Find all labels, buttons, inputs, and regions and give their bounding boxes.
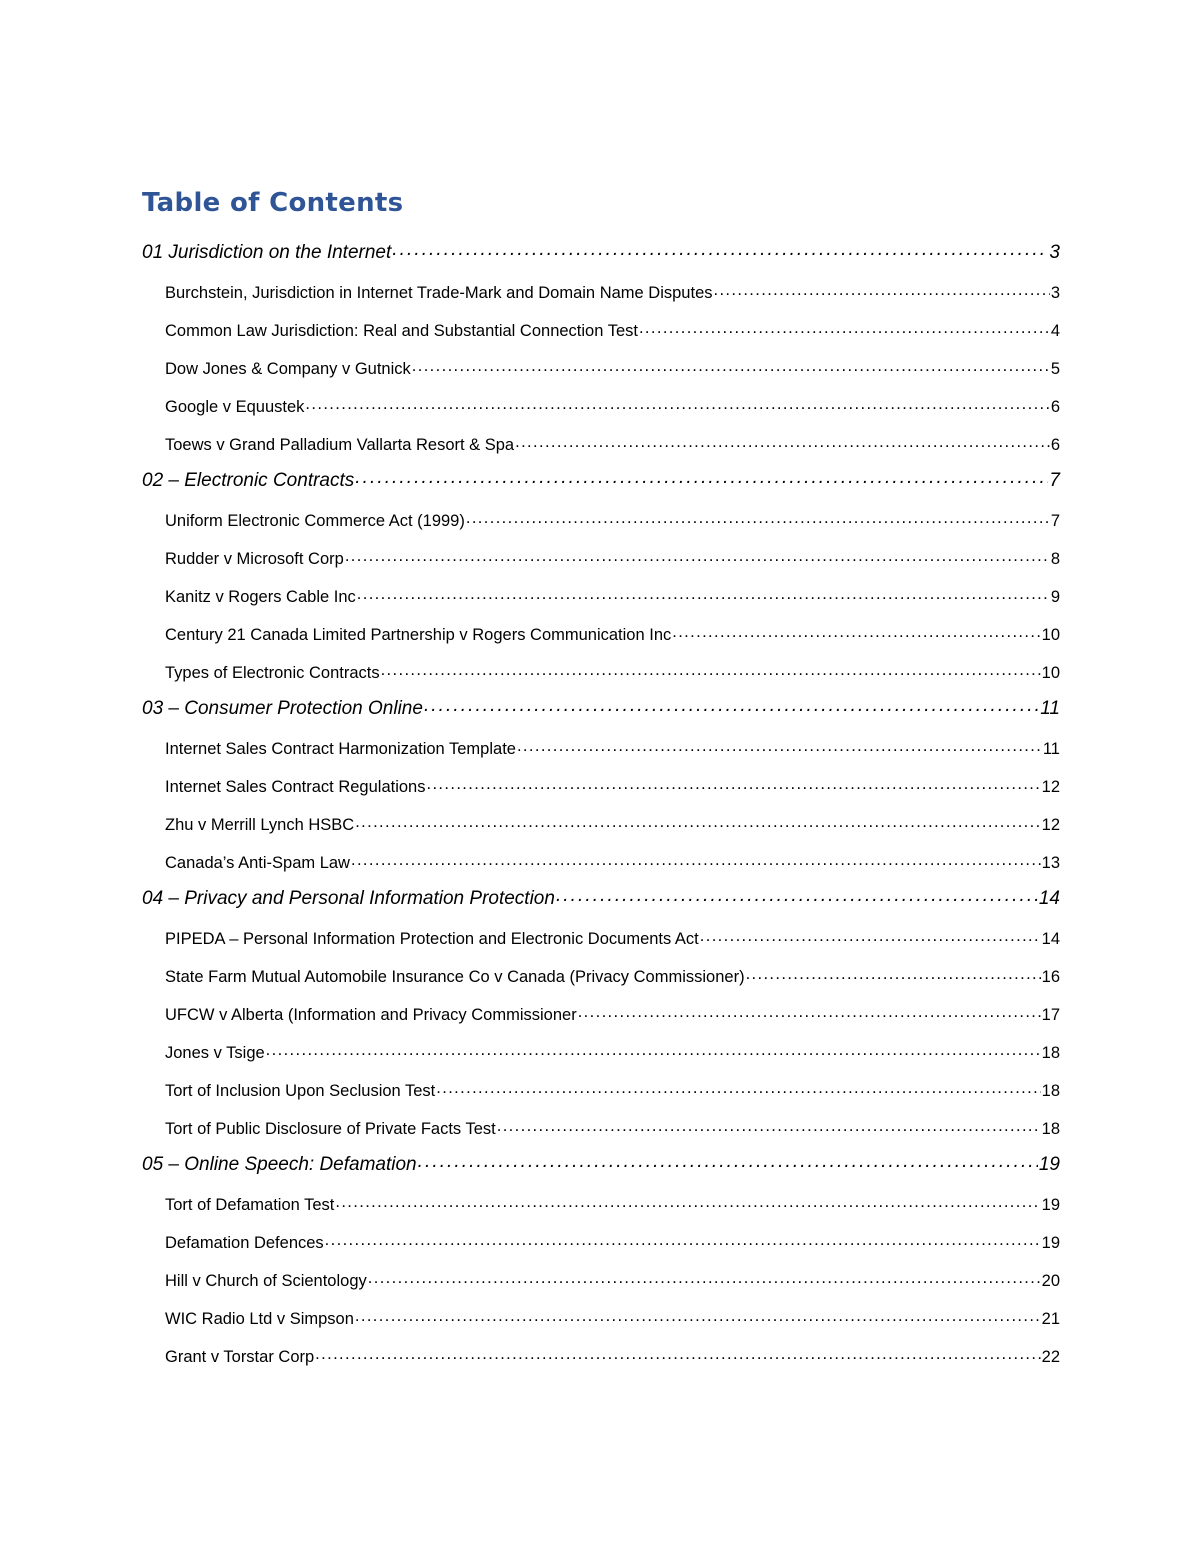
toc-entry[interactable] — [142, 654, 1060, 692]
toc-entry-title: Burchstein, Jurisdiction in Internet Trade-Mark and Domain Name Disputes — [165, 284, 713, 302]
toc-entry[interactable] — [142, 806, 1060, 844]
toc-entry-title: Uniform Electronic Commerce Act (1999) — [165, 512, 465, 530]
toc-link[interactable] — [165, 1110, 1060, 1148]
toc-link[interactable] — [165, 1186, 1060, 1224]
toc-link[interactable] — [165, 1300, 1060, 1338]
dot-leader — [357, 575, 1050, 613]
toc-entry-title: Tort of Defamation Test — [165, 1196, 335, 1214]
toc-page-number: 16 — [1041, 968, 1060, 986]
toc-entry-title: Jones v Tsige — [165, 1044, 265, 1062]
toc-entry[interactable] — [142, 1224, 1060, 1262]
toc-entry[interactable] — [142, 1262, 1060, 1300]
toc-link[interactable] — [165, 1338, 1060, 1376]
toc-entry[interactable] — [142, 502, 1060, 540]
toc-entry[interactable] — [142, 274, 1060, 312]
toc-link[interactable] — [165, 844, 1060, 882]
toc-entry-title: Defamation Defences — [165, 1234, 324, 1252]
toc-link[interactable] — [142, 882, 1060, 916]
toc-entry[interactable] — [142, 540, 1060, 578]
toc-link[interactable] — [165, 654, 1060, 692]
toc-entry-title: 02 – Electronic Contracts — [142, 470, 355, 491]
toc-entry-title: WIC Radio Ltd v Simpson — [165, 1310, 354, 1328]
toc-link[interactable] — [165, 388, 1060, 426]
toc-link[interactable] — [165, 578, 1060, 616]
dot-leader — [315, 1335, 1040, 1373]
toc-entry-title: Zhu v Merrill Lynch HSBC — [165, 816, 355, 834]
toc-entry-title: Internet Sales Contract Regulations — [165, 778, 426, 796]
dot-leader — [578, 993, 1041, 1031]
toc-page-number: 4 — [1050, 322, 1060, 340]
toc-page-number: 20 — [1041, 1272, 1060, 1290]
dot-leader — [426, 765, 1040, 803]
toc-entry-title: 05 – Online Speech: Defamation — [142, 1154, 417, 1175]
toc-entry[interactable] — [142, 958, 1060, 996]
toc-entry-title: 04 – Privacy and Personal Information Protection — [142, 888, 555, 909]
toc-link[interactable] — [165, 502, 1060, 540]
toc-link[interactable] — [165, 768, 1060, 806]
toc-link[interactable] — [165, 1224, 1060, 1262]
toc-entry[interactable] — [142, 1034, 1060, 1072]
toc-page-number: 17 — [1041, 1006, 1060, 1024]
dot-leader — [368, 1259, 1041, 1297]
toc-page-number: 8 — [1050, 550, 1060, 568]
dot-leader — [355, 803, 1040, 841]
toc-section-1[interactable] — [142, 236, 1060, 274]
toc-page-number: 11 — [1042, 740, 1060, 758]
toc-page-number: 6 — [1050, 398, 1060, 416]
toc-page-number: 14 — [1038, 888, 1060, 909]
dot-leader — [466, 499, 1050, 537]
toc-entry[interactable] — [142, 616, 1060, 654]
toc-link[interactable] — [165, 540, 1060, 578]
toc-page-number: 7 — [1050, 512, 1060, 530]
toc-page-number: 5 — [1050, 360, 1060, 378]
toc-page-number: 13 — [1041, 854, 1060, 872]
toc-page-number: 7 — [1049, 470, 1060, 491]
dot-leader — [418, 1145, 1038, 1179]
toc-link[interactable] — [165, 426, 1060, 464]
dot-leader — [351, 841, 1041, 879]
toc-link[interactable] — [142, 692, 1060, 726]
toc-entry-title: Rudder v Microsoft Corp — [165, 550, 344, 568]
toc-link[interactable] — [142, 1148, 1060, 1182]
toc-entry[interactable] — [142, 768, 1060, 806]
toc-page-number: 10 — [1041, 664, 1060, 682]
toc-entry-title: Google v Equustek — [165, 398, 305, 416]
toc-page-number: 10 — [1041, 626, 1060, 644]
toc-entry-title: Dow Jones & Company v Gutnick — [165, 360, 411, 378]
toc-link[interactable] — [165, 312, 1060, 350]
toc-page-number: 21 — [1041, 1310, 1060, 1328]
toc-link[interactable] — [165, 1034, 1060, 1072]
dot-leader — [672, 613, 1040, 651]
dot-leader — [424, 689, 1039, 723]
toc-entry-title: 01 Jurisdiction on the Internet — [142, 242, 392, 263]
toc-page-number: 11 — [1040, 698, 1060, 719]
toc-entry[interactable] — [142, 996, 1060, 1034]
toc-page-number: 14 — [1041, 930, 1060, 948]
toc-page-number: 19 — [1038, 1154, 1060, 1175]
toc-entry-title: Types of Electronic Contracts — [165, 664, 380, 682]
toc-page-number: 18 — [1041, 1082, 1060, 1100]
toc-entry-title: Grant v Torstar Corp — [165, 1348, 315, 1366]
dot-leader — [381, 651, 1041, 689]
dot-leader — [746, 955, 1041, 993]
toc-page-number: 19 — [1041, 1234, 1060, 1252]
dot-leader — [266, 1031, 1041, 1069]
toc-entry-title: State Farm Mutual Automobile Insurance Co v Canada (Privacy Commissioner) — [165, 968, 745, 986]
toc-entry[interactable] — [142, 388, 1060, 426]
toc-entry[interactable] — [142, 1072, 1060, 1110]
toc-page-number: 3 — [1050, 284, 1060, 302]
toc-link[interactable] — [165, 996, 1060, 1034]
toc-entry[interactable] — [142, 844, 1060, 882]
toc-page-number: 9 — [1050, 588, 1060, 606]
toc-entry-title: Toews v Grand Palladium Vallarta Resort & Spa — [165, 436, 515, 454]
toc-page-number: 12 — [1041, 778, 1060, 796]
dot-leader — [345, 537, 1050, 575]
dot-leader — [325, 1221, 1041, 1259]
dot-leader — [700, 917, 1041, 955]
dot-leader — [639, 309, 1050, 347]
toc-entry-title: Hill v Church of Scientology — [165, 1272, 367, 1290]
toc-entry[interactable] — [142, 1110, 1060, 1148]
toc-link[interactable] — [165, 350, 1060, 388]
dot-leader — [355, 461, 1048, 495]
toc-entry-title: Internet Sales Contract Harmonization Template — [165, 740, 516, 758]
toc-link[interactable] — [165, 920, 1060, 958]
toc-entry-title: 03 – Consumer Protection Online — [142, 698, 423, 719]
toc-entry[interactable] — [142, 920, 1060, 958]
toc-list — [142, 236, 1060, 1376]
dot-leader — [412, 347, 1050, 385]
toc-link[interactable] — [165, 806, 1060, 844]
dot-leader — [305, 385, 1049, 423]
toc-entry[interactable] — [142, 312, 1060, 350]
toc-heading: Table of Contents — [142, 188, 404, 218]
toc-link[interactable] — [165, 616, 1060, 654]
toc-link[interactable] — [165, 1262, 1060, 1300]
dot-leader — [515, 423, 1050, 461]
dot-leader — [714, 271, 1050, 309]
toc-entry-title: Tort of Public Disclosure of Private Facts Test — [165, 1120, 496, 1138]
toc-entry[interactable] — [142, 1338, 1060, 1376]
toc-link[interactable] — [165, 730, 1060, 768]
toc-entry[interactable] — [142, 578, 1060, 616]
toc-section-4[interactable] — [142, 882, 1060, 920]
toc-section-2[interactable] — [142, 464, 1060, 502]
toc-entry-title: PIPEDA – Personal Information Protection and Electronic Documents Act — [165, 930, 699, 948]
toc-page-number: 19 — [1041, 1196, 1060, 1214]
toc-entry[interactable] — [142, 1186, 1060, 1224]
toc-entry-title: Tort of Inclusion Upon Seclusion Test — [165, 1082, 436, 1100]
toc-entry[interactable] — [142, 1300, 1060, 1338]
dot-leader — [355, 1297, 1041, 1335]
toc-page-number: 6 — [1050, 436, 1060, 454]
toc-section-3[interactable] — [142, 692, 1060, 730]
toc-entry[interactable] — [142, 730, 1060, 768]
dot-leader — [335, 1183, 1040, 1221]
toc-entry[interactable] — [142, 426, 1060, 464]
dot-leader — [392, 233, 1048, 267]
toc-page-number: 3 — [1049, 242, 1060, 263]
toc-entry-title: UFCW v Alberta (Information and Privacy Commissioner — [165, 1006, 577, 1024]
toc-link[interactable] — [165, 274, 1060, 312]
dot-leader — [497, 1107, 1041, 1145]
toc-page-number: 18 — [1041, 1120, 1060, 1138]
toc-section-5[interactable] — [142, 1148, 1060, 1186]
toc-link[interactable] — [165, 1072, 1060, 1110]
toc-page-number: 12 — [1041, 816, 1060, 834]
toc-entry-title: Canada’s Anti-Spam Law — [165, 854, 350, 872]
toc-entry-title: Kanitz v Rogers Cable Inc — [165, 588, 356, 606]
dot-leader — [517, 727, 1042, 765]
toc-entry[interactable] — [142, 350, 1060, 388]
dot-leader — [436, 1069, 1040, 1107]
toc-entry-title: Common Law Jurisdiction: Real and Substantial Connection Test — [165, 322, 638, 340]
toc-link[interactable] — [142, 236, 1060, 270]
dot-leader — [556, 879, 1038, 913]
toc-link[interactable] — [142, 464, 1060, 498]
toc-link[interactable] — [165, 958, 1060, 996]
toc-entry-title: Century 21 Canada Limited Partnership v Rogers Communication Inc — [165, 626, 672, 644]
toc-page-number: 18 — [1041, 1044, 1060, 1062]
toc-page-number: 22 — [1041, 1348, 1060, 1366]
